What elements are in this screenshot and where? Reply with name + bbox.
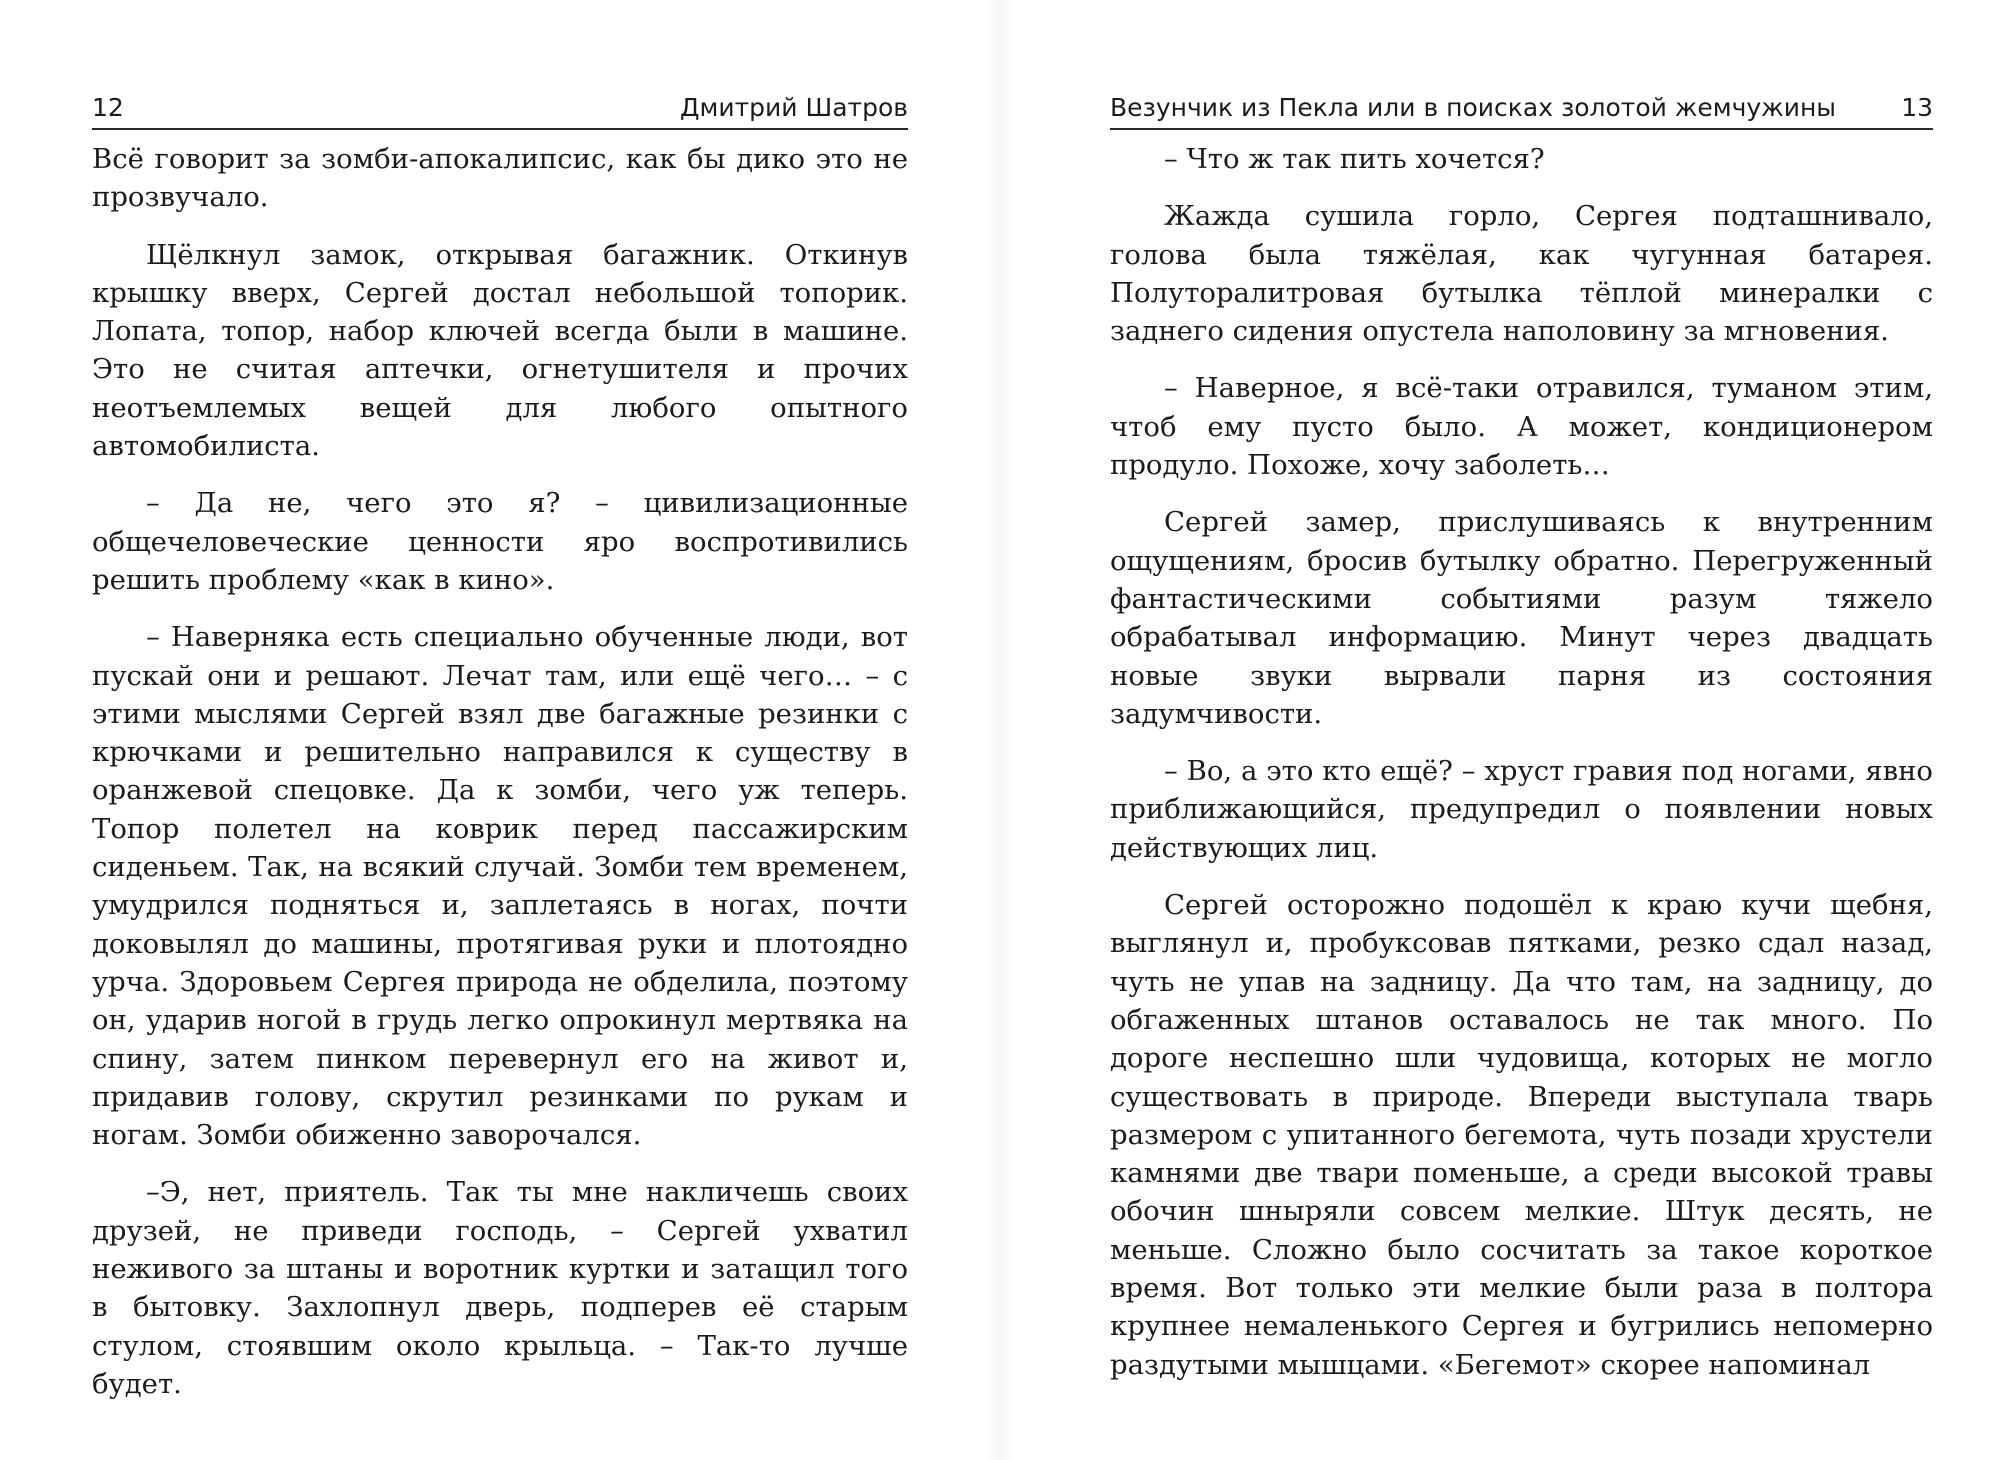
left-running-head [92, 88, 908, 130]
right-paragraph-4: Сергей замер, прислушиваясь к внутренним ощущениям, бросив бутылку обратно. Перегруженный фантастическими событиями разум тяжело обрабатывал информацию. Минут через двадцать новые звуки вырвали парня из состояния задумчивости. [1110, 506, 1933, 730]
right-page [1000, 0, 2000, 1460]
right-page-number: 13 [1901, 93, 1933, 122]
right-paragraph-6: Сергей осторожно подошёл к краю кучи щебня, выглянул и, пробуксовав пятками, резко сдал назад, чуть не упав на задницу. Да что там, на задницу, до обгаженных штанов оставалось не так много. По дороге неспешно шли чудовища, которых не могло существовать в природе. Впереди выступала тварь размером с упитанного бегемота, чуть позади хрустели камнями две твари поменьше, а среди высокой травы обочин шныряли совсем мелкие. Штук десять, не меньше. Сложно было сосчитать за такое короткое время. Вот только эти мелкие были раза в полтора крупнее немаленького Сергея и бугрились непомерно раздутыми мышцами. «Бегемот» скорее напоминал [1110, 889, 1933, 1381]
left-text-block [92, 140, 908, 1422]
left-paragraph-3: – Да не, чего это я? – цивилизационные общечеловеческие ценности яро воспротивились решить проблему «как в кино». [92, 487, 908, 596]
left-paragraph-4: – Наверняка есть специально обученные люди, вот пускай они и решают. Лечат там, или ещё чего… – с этими мыслями Сергей взял две багажные резинки с крючками и решительно направился к существу в оранжевой спецовке. Да к зомби, чего уж теперь. Топор полетел на коврик перед пассажирским сиденьем. Так, на всякий случай. Зомби тем временем, умудрился подняться и, заплетаясь в ногах, почти доковылял до машины, протягивая руки и плотоядно урча. Здоровьем Сергея природа не обделила, поэтому он, ударив ногой в грудь легко опрокинул мертвяка на спину, затем пинком перевернул его на живот и, придавив голову, скрутил резинками по рукам и ногам. Зомби обиженно заворочался. [92, 621, 908, 1152]
right-running-head [1110, 88, 1933, 130]
right-text-block [1110, 140, 1933, 1403]
left-page-number: 12 [92, 93, 124, 122]
right-book-title: Везунчик из Пекла или в поисках золотой жемчужины [1110, 93, 1837, 122]
left-paragraph-2: Щёлкнул замок, открывая багажник. Откинув крышку вверх, Сергей достал небольшой топорик. Лопата, топор, набор ключей всегда были в машине. Это не считая аптечки, огнетушителя и прочих неотъемлемых вещей для любого опытного автомобилиста. [92, 238, 908, 463]
right-paragraph-3: – Наверное, я всё-таки отравился, туманом этим, чтоб ему пусто было. А может, кондиционером продуло. Похоже, хочу заболеть… [1110, 372, 1933, 482]
right-paragraph-5: – Во, а это кто ещё? – хруст гравия под ногами, явно приближающийся, предупредил о появлении новых действующих лиц. [1110, 755, 1933, 864]
right-paragraph-2: Жажда сушила горло, Сергея подташнивало, голова была тяжёлая, как чугунная батарея. Полуторалитровая бутылка тёплой минералки с заднего сидения опустела наполовину за мгновения. [1110, 200, 1933, 348]
left-paragraph-5: –Э, нет, приятель. Так ты мне накличешь своих друзей, не приведи господь, – Сергей ухватил неживого за штаны и воротник куртки и затащил того в бытовку. Захлопнул дверь, подперев её старым стулом, стоявшим около крыльца. – Так-то лучше будет. [92, 1176, 908, 1400]
left-author-name: Дмитрий Шатров [679, 93, 908, 122]
right-paragraph-1: – Что ж так пить хочется? [1164, 143, 1545, 175]
left-paragraph-1: Всё говорит за зомби-апокалипсис, как бы дико это не прозвучало. [92, 143, 908, 214]
